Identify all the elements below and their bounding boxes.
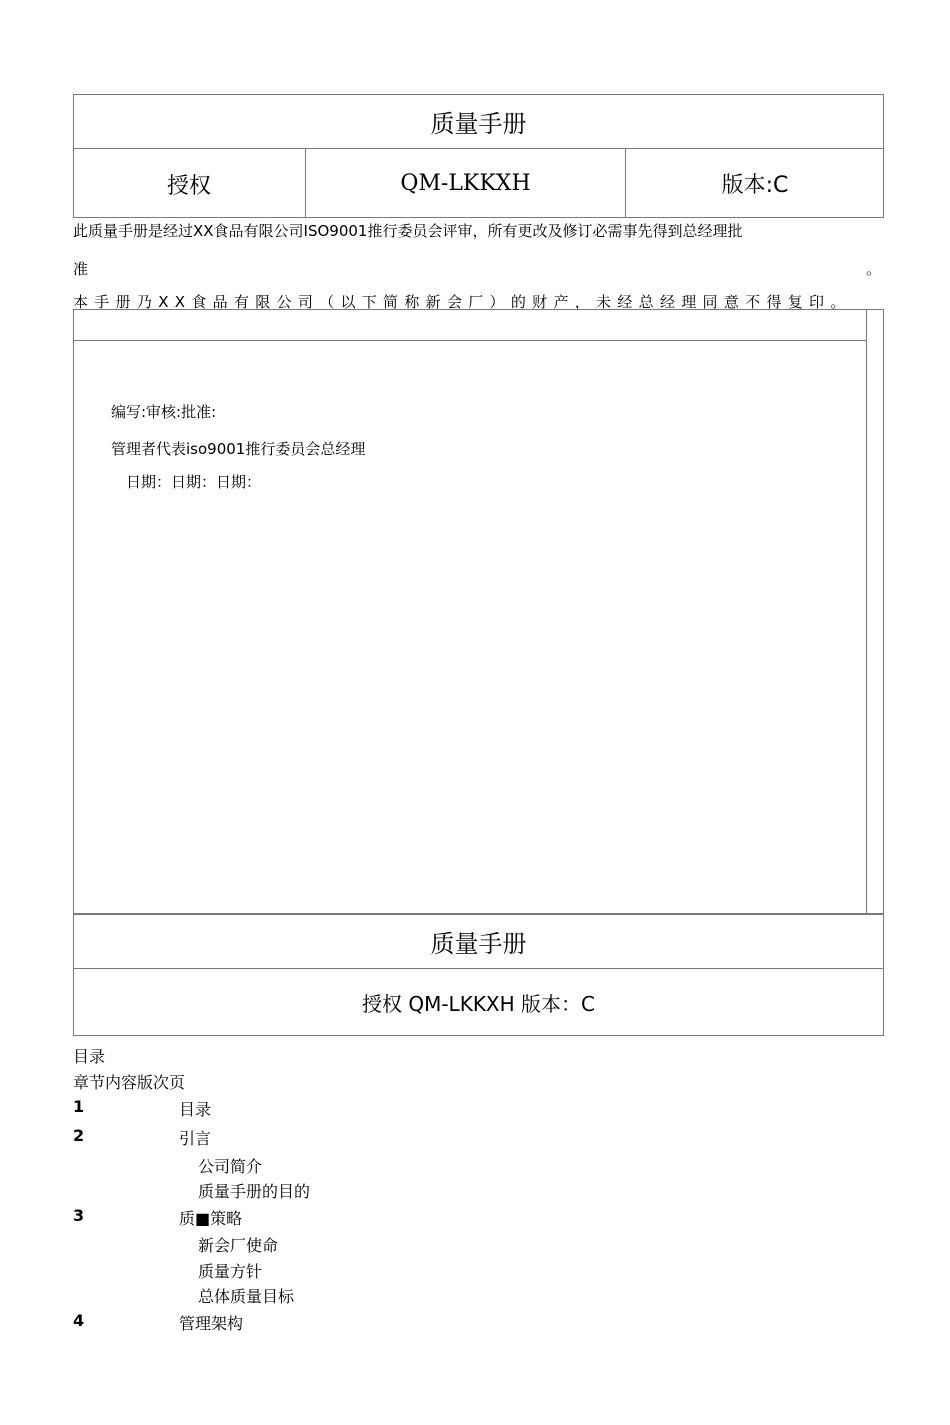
toc-entry-2-number: 2 [73,1126,85,1145]
toc-entry-3-number: 3 [73,1206,85,1225]
toc-entry-3-label[interactable]: 质■策略 [179,1209,243,1228]
manual-subtitle-2: 授权 QM-LKKXH 版本：C [361,991,595,1016]
toc-entry-4-label[interactable]: 管理架构 [179,1314,244,1333]
intro-line-2-period: 。 [866,260,882,278]
toc-entry-2-sub-2[interactable]: 质量手册的目的 [198,1182,311,1201]
document-code: QM-LKKXH [400,170,531,196]
signoff-dates: 日期：日期：日期： [126,473,262,491]
manual-title: 质量手册 [430,109,527,138]
header-divider [73,148,884,149]
signoff-box [73,309,884,915]
signoff-roles: 编写:审核:批准: [111,403,217,421]
intro-line-3: 本手册乃XX食品有限公司（以下简称新会厂）的财产，未经总经理同意不得复印。 [73,293,852,311]
toc-entry-1-label[interactable]: 目录 [179,1100,212,1119]
manual-title-2: 质量手册 [430,929,527,958]
authorization-label: 授权 [166,173,211,199]
intro-line-2: 准 [73,260,89,278]
toc-columns: 章节内容版次页 [73,1073,186,1092]
toc-entry-2-label[interactable]: 引言 [179,1129,212,1148]
signoff-right-divider [866,309,867,915]
toc-entry-3-sub-1[interactable]: 新会厂使命 [198,1236,279,1255]
version-label: 版本:C [721,172,789,198]
toc-entry-3-sub-2[interactable]: 质量方针 [198,1262,263,1281]
toc-title: 目录 [73,1047,106,1066]
toc-entry-2-sub-1[interactable]: 公司简介 [198,1157,263,1176]
toc-entry-4-number: 4 [73,1311,85,1330]
intro-line-1: 此质量手册是经过XX食品有限公司ISO9001推行委员会评审，所有更改及修订必需事先得到总经理批 [73,222,743,240]
signoff-signers: 管理者代表iso9001推行委员会总经理 [111,440,366,458]
toc-entry-3-sub-3[interactable]: 总体质量目标 [198,1287,295,1306]
toc-entry-1-number: 1 [73,1097,85,1116]
signoff-top-divider [73,340,867,341]
